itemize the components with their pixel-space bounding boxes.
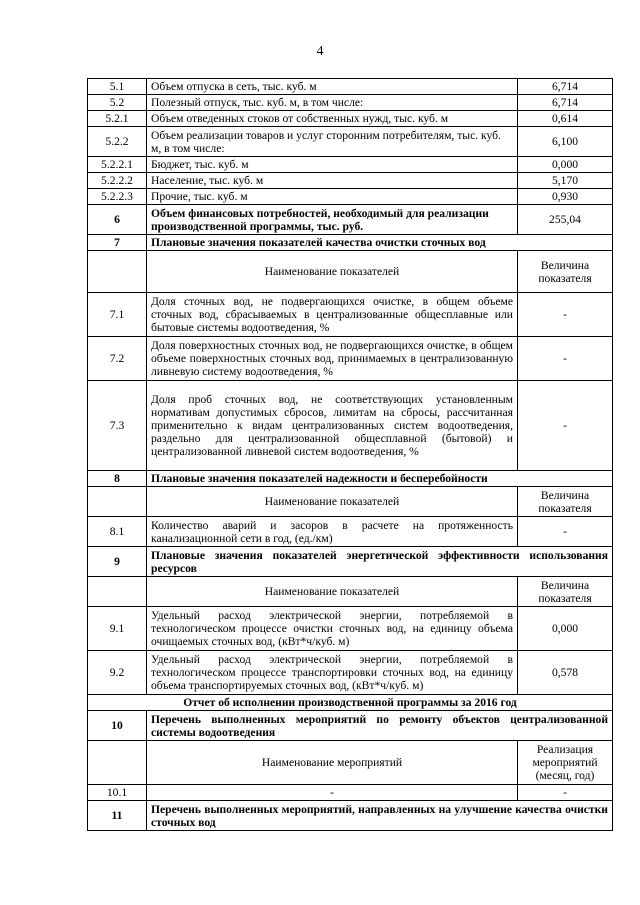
table-row (88, 173, 613, 189)
row-text: Доля поверхностных сточных вод, не подвергающихся очистке, в общем объеме поверхностных сточных вод, принимаемых в централизованную ливневую систему водоотведения, % (147, 337, 518, 381)
row-value: - (518, 337, 613, 381)
table-row (88, 517, 613, 547)
section-11-heading (88, 801, 613, 831)
row-number: 7.1 (88, 293, 147, 337)
row-number: 8.1 (88, 517, 147, 547)
column-header-name: Наименование показателей (147, 577, 518, 607)
column-header-value: Величина показателя (518, 251, 613, 293)
production-program-table (87, 78, 613, 831)
row-number: 5.2 (88, 95, 147, 111)
table-row (88, 607, 613, 651)
row-text: - (147, 785, 518, 801)
row-number: 5.2.2 (88, 127, 147, 157)
row-value: 6,100 (518, 127, 613, 157)
row-text: Доля сточных вод, не подвергающихся очистке, в общем объеме сточных вод, сбрасываемых в централизованные общесплавные или бытовые системы водоотведения, % (147, 293, 518, 337)
section-title: Плановые значения показателей энергетической эффективности использования ресурсов (147, 547, 613, 577)
section-8-heading (88, 471, 613, 487)
row-text: Бюджет, тыс. куб. м (147, 157, 518, 173)
row-number: 7.2 (88, 337, 147, 381)
empty-cell (88, 251, 147, 293)
column-header-value: Величина показателя (518, 487, 613, 517)
row-value: - (518, 293, 613, 337)
row-text: Удельный расход электрической энергии, потребляемой в технологическом процессе транспортировки сточных вод, на единицу объема транспортируемых сточных вод, (кВт*ч/куб. м) (147, 651, 518, 695)
row-number: 5.2.2.1 (88, 157, 147, 173)
row-value: 6,714 (518, 79, 613, 95)
row-number: 9.1 (88, 607, 147, 651)
section-title: Перечень выполненных мероприятий, направленных на улучшение качества очистки сточных вод (147, 801, 613, 831)
row-text: Удельный расход электрической энергии, потребляемой в технологическом процессе очистки сточных вод, на единицу объема очищаемых сточных вод, (кВт*ч/куб. м) (147, 607, 518, 651)
table-row (88, 337, 613, 381)
report-title: Отчет об исполнении производственной программы за 2016 год (88, 695, 613, 711)
row-text: Прочие, тыс. куб. м (147, 189, 518, 205)
table-row (88, 95, 613, 111)
row-text: Доля проб сточных вод, не соответствующих установленным нормативам допустимых сбросов, лимитам на сбросы, рассчитанная применительно к видам централизованных систем водоотведения, раздельно для централизованной общесплавной (бытовой) и централизованной ливневой систем водоотведения, % (147, 381, 518, 471)
row-text: Объем отпуска в сеть, тыс. куб. м (147, 79, 518, 95)
page-number: 4 (316, 44, 324, 59)
section-title: Объем финансовых потребностей, необходимый для реализации производственной программы, тыс. руб. (147, 205, 518, 235)
row-text: Полезный отпуск, тыс. куб. м, в том числе: (147, 95, 518, 111)
empty-cell (88, 741, 147, 785)
table-row (88, 111, 613, 127)
row-number: 5.1 (88, 79, 147, 95)
column-header-row (88, 251, 613, 293)
table-row (88, 127, 613, 157)
section-6-row (88, 205, 613, 235)
row-value: 0,578 (518, 651, 613, 695)
row-number: 7.3 (88, 381, 147, 471)
row-text: Объем реализации товаров и услуг сторонним потребителям, тыс. куб. м, в том числе: (147, 127, 518, 157)
empty-cell (88, 577, 147, 607)
section-number: 6 (88, 205, 147, 235)
section-number: 7 (88, 235, 147, 251)
section-title: Плановые значения показателей качества очистки сточных вод (147, 235, 613, 251)
row-value: - (518, 517, 613, 547)
section-number: 10 (88, 711, 147, 741)
row-number: 9.2 (88, 651, 147, 695)
row-value: 0,614 (518, 111, 613, 127)
section-value: 255,04 (518, 205, 613, 235)
row-text: Количество аварий и засоров в расчете на протяженность канализационной сети в год, (ед./км) (147, 517, 518, 547)
table-row (88, 79, 613, 95)
empty-cell (88, 487, 147, 517)
table-row (88, 651, 613, 695)
section-number: 8 (88, 471, 147, 487)
row-value: - (518, 381, 613, 471)
row-value: 0,930 (518, 189, 613, 205)
table-row (88, 293, 613, 337)
section-7-heading (88, 235, 613, 251)
row-number: 10.1 (88, 785, 147, 801)
section-9-heading (88, 547, 613, 577)
row-number: 5.2.1 (88, 111, 147, 127)
table-row (88, 189, 613, 205)
column-header-row (88, 741, 613, 785)
column-header-row (88, 577, 613, 607)
column-header-row (88, 487, 613, 517)
row-number: 5.2.2.2 (88, 173, 147, 189)
table-row (88, 785, 613, 801)
row-text: Объем отведенных стоков от собственных нужд, тыс. куб. м (147, 111, 518, 127)
section-number: 11 (88, 801, 147, 831)
row-value: 5,170 (518, 173, 613, 189)
column-header-name: Наименование мероприятий (147, 741, 518, 785)
section-number: 9 (88, 547, 147, 577)
section-title: Перечень выполненных мероприятий по ремонту объектов централизованной системы водоотведения (147, 711, 613, 741)
report-title-row (88, 695, 613, 711)
column-header-name: Наименование показателей (147, 251, 518, 293)
row-value: 6,714 (518, 95, 613, 111)
table-row (88, 381, 613, 471)
table-row (88, 157, 613, 173)
row-value: 0,000 (518, 607, 613, 651)
section-10-heading (88, 711, 613, 741)
section-title: Плановые значения показателей надежности и бесперебойности (147, 471, 613, 487)
column-header-value: Реализация мероприятий (месяц, год) (518, 741, 613, 785)
column-header-name: Наименование показателей (147, 487, 518, 517)
row-value: - (518, 785, 613, 801)
row-number: 5.2.2.3 (88, 189, 147, 205)
column-header-value: Величина показателя (518, 577, 613, 607)
row-value: 0,000 (518, 157, 613, 173)
row-text: Население, тыс. куб. м (147, 173, 518, 189)
